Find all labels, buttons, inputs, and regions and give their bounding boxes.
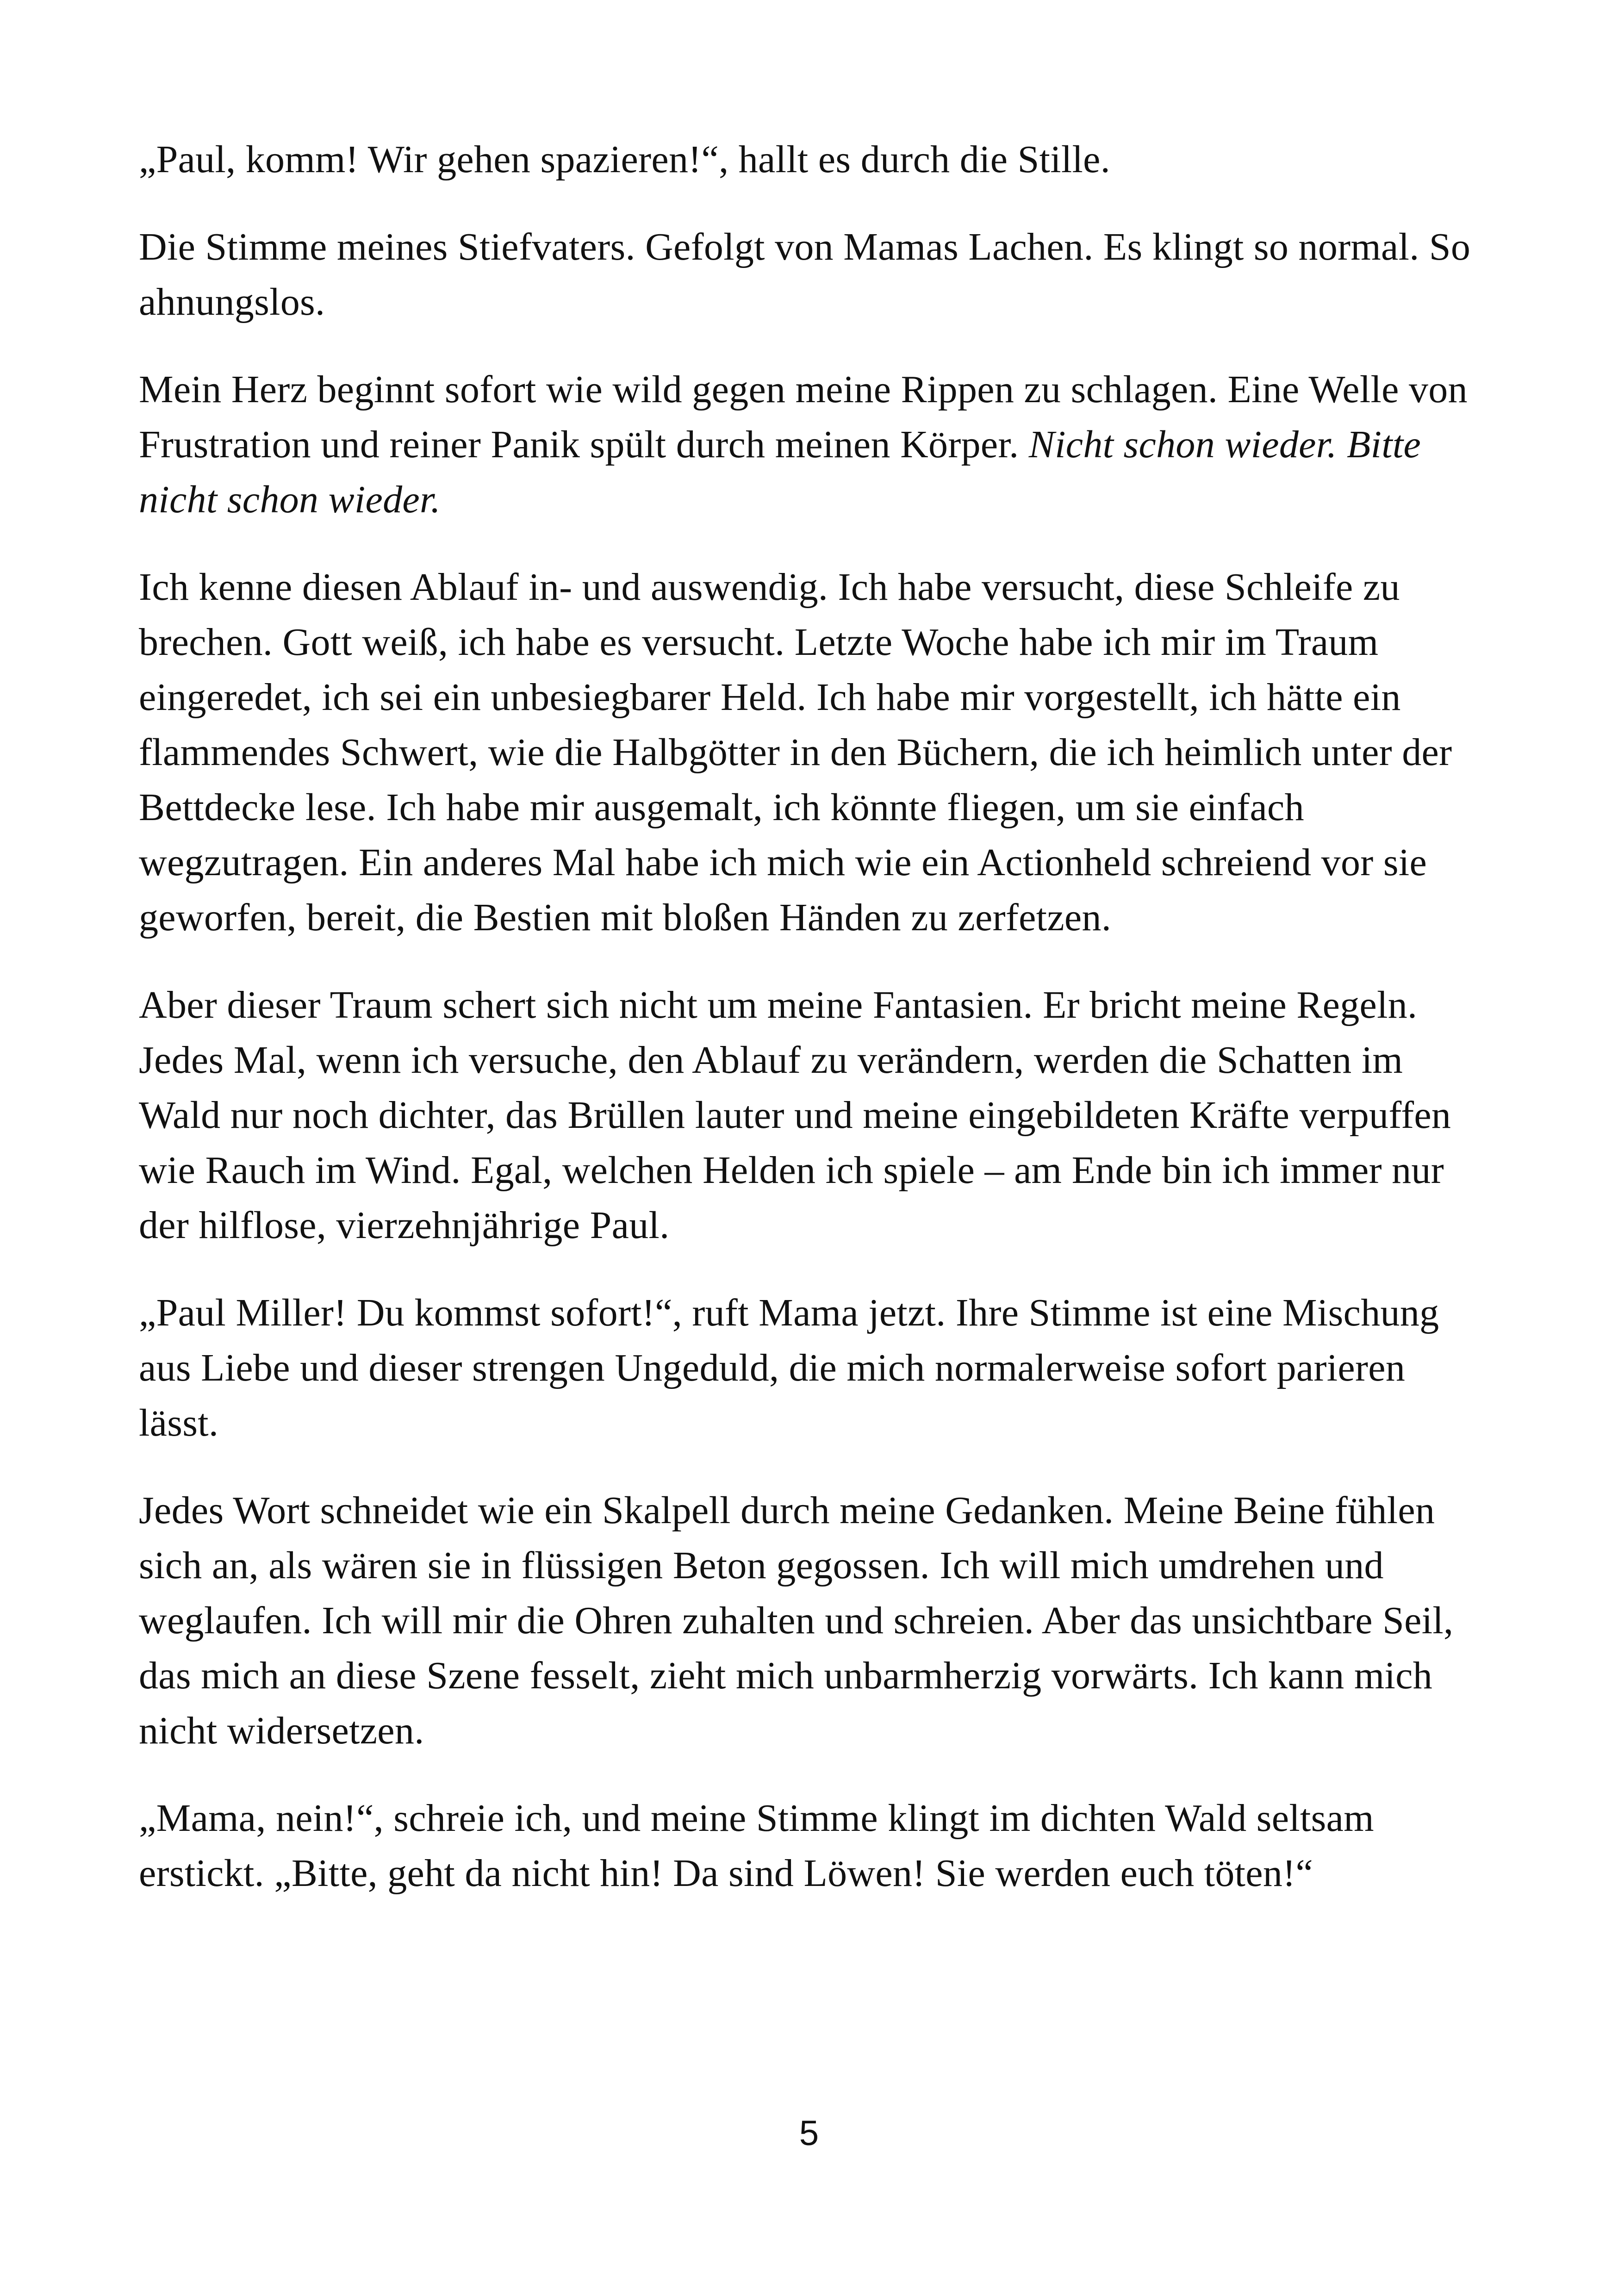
text-run: „Mama, nein!“, schreie ich, und meine Stimme klingt im dichten Wald seltsam erstickt. „Bitte, geht da nicht hin! Da sind Löwen! Sie werden euch töten!“ [139, 1797, 1374, 1895]
page-number: 5 [799, 2114, 819, 2153]
paragraph [139, 132, 1490, 187]
text-run: Mein Herz beginnt sofort wie wild gegen meine Rippen zu schlagen. Eine Welle von Frustration und reiner Panik spült durch meinen Körper. [139, 368, 1468, 466]
text-run: „Paul, komm! Wir gehen spazieren!“, hallt es durch die Stille. [139, 138, 1111, 181]
paragraph [139, 362, 1490, 527]
paragraph [139, 1285, 1490, 1450]
italic-text-run: Nicht schon wieder. Bitte nicht schon wieder. [139, 423, 1421, 521]
paragraph [139, 1791, 1490, 1901]
paragraph [139, 977, 1490, 1253]
text-body [139, 132, 1490, 1901]
text-run: Ich kenne diesen Ablauf in- und auswendig. Ich habe versucht, diese Schleife zu brechen. Gott weiß, ich habe es versucht. Letzte Woche habe ich mir im Traum eingeredet, ich sei ein unbesiegbarer Held. Ich habe mir vorgestellt, ich hätte ein flammendes Schwert, wie die Halbgötter in den Büchern, die ich heimlich unter der Bettdecke lese. Ich habe mir ausgemalt, ich könnte fliegen, um sie einfach wegzutragen. Ein anderes Mal habe ich mich wie ein Actionheld schreiend vor sie geworfen, bereit, die Bestien mit bloßen Händen zu zerfetzen. [139, 566, 1452, 939]
paragraph [139, 219, 1490, 330]
text-run: Jedes Wort schneidet wie ein Skalpell durch meine Gedanken. Meine Beine fühlen sich an, als wären sie in flüssigen Beton gegossen. Ich will mich umdrehen und weglaufen. Ich will mir die Ohren zuhalten und schreien. Aber das unsichtbare Seil, das mich an diese Szene fesselt, zieht mich unbarmherzig vorwärts. Ich kann mich nicht widersetzen. [139, 1489, 1454, 1752]
text-run: Aber dieser Traum schert sich nicht um meine Fantasien. Er bricht meine Regeln. Jedes Mal, wenn ich versuche, den Ablauf zu verändern, werden die Schatten im Wald nur noch dichter, das Brüllen lauter und meine eingebildeten Kräfte verpuffen wie Rauch im Wind. Egal, welchen Helden ich spiele – am Ende bin ich immer nur der hilflose, vierzehnjährige Paul. [139, 983, 1451, 1247]
text-run: „Paul Miller! Du kommst sofort!“, ruft Mama jetzt. Ihre Stimme ist eine Mischung aus Liebe und dieser strengen Ungeduld, die mich normalerweise sofort parieren lässt. [139, 1291, 1439, 1444]
paragraph [139, 560, 1490, 945]
paragraph [139, 1483, 1490, 1758]
text-run: Die Stimme meines Stiefvaters. Gefolgt von Mamas Lachen. Es klingt so normal. So ahnungslos. [139, 225, 1471, 324]
